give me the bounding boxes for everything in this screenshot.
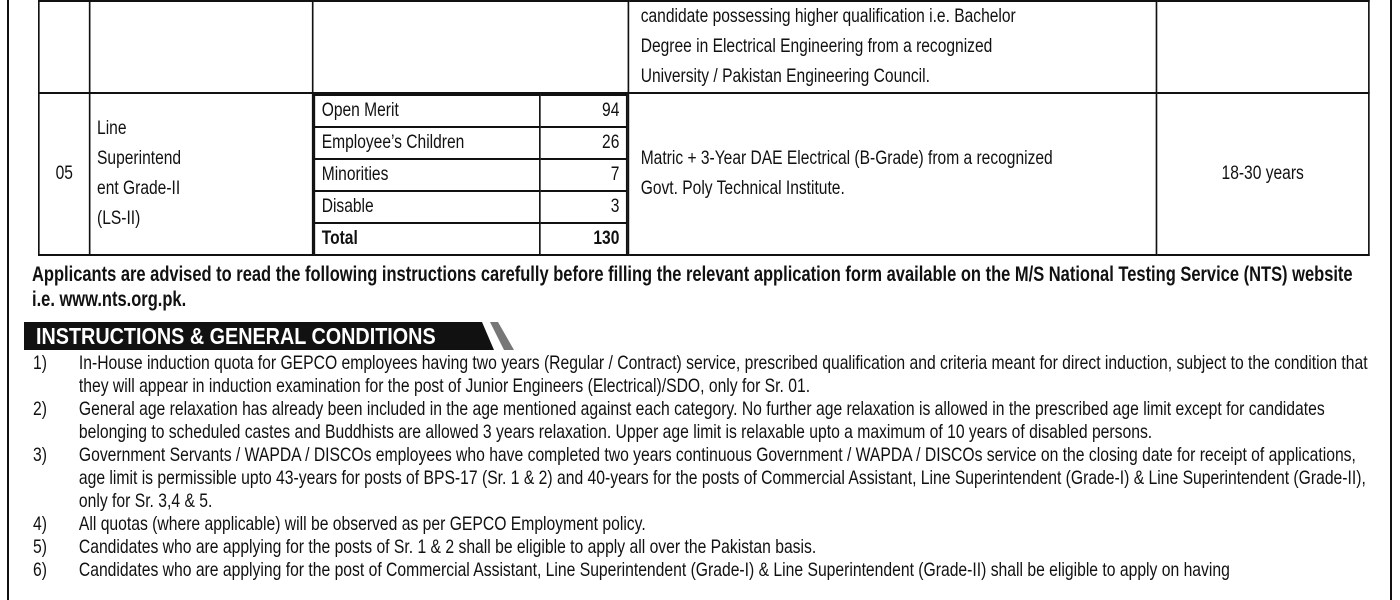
instruction-item bbox=[33, 444, 1377, 513]
qualification-line: Govt. Poly Technical Institute. bbox=[640, 178, 845, 199]
post-cell bbox=[90, 1, 313, 93]
qualification-line: candidate possessing higher qualification i.e. Bachelor bbox=[640, 6, 1016, 27]
quota-row-employees-children bbox=[314, 127, 626, 159]
section-heading: INSTRUCTIONS & GENERAL CONDITIONS bbox=[36, 323, 436, 349]
post-line: ent Grade-II bbox=[97, 178, 181, 199]
banner-stripe bbox=[490, 322, 514, 350]
quota-total-label: Total bbox=[314, 223, 539, 254]
quota-value: 94 bbox=[540, 95, 627, 127]
instruction-text: In-House induction quota for GEPCO employees having two years (Regular / Contract) service, prescribed qualification and criteria meant for direct induction, subject to the condition that they will appear in induction examination for the post of Junior Engineers (Electrical)/SDO, only for Sr. 01. bbox=[78, 352, 1368, 397]
quota-total-value: 130 bbox=[540, 223, 627, 254]
post-line: Superintend bbox=[97, 148, 182, 169]
instruction-text: Candidates who are applying for the post of Commercial Assistant, Line Superintendent (Grade-I) & Line Superintendent (Grade-II) shall be eligible to apply on having bbox=[78, 559, 1230, 581]
instruction-item bbox=[33, 559, 1377, 582]
section-heading-banner bbox=[24, 322, 514, 350]
instruction-item bbox=[33, 536, 1377, 559]
qualification-cell bbox=[628, 1, 1156, 93]
advice-text: Applicants are advised to read the following instructions carefully before filling the relevant application form available on the M/S National Testing Service (NTS) website i.e. www.nts.org.pk. bbox=[32, 263, 1353, 311]
quota-label: Employee’s Children bbox=[314, 127, 539, 159]
qualification-line: Degree in Electrical Engineering from a recognized bbox=[640, 36, 993, 57]
quota-label: Minorities bbox=[314, 159, 539, 191]
qualification-line: University / Pakistan Engineering Council. bbox=[640, 66, 930, 87]
instruction-number: 5) bbox=[33, 536, 47, 558]
age-cell bbox=[1156, 1, 1368, 93]
quota-row-minorities bbox=[314, 159, 626, 191]
instruction-text: Government Servants / WAPDA / DISCOs employees who have completed two years continuous Government / WAPDA / DISCOs service on the closing date for receipt of applications, age limit is permissible upto 43-years for posts of BPS-17 (Sr. 1 & 2) and 40-years for the posts of Commercial Assistant, Line Superintendent (Grade-I) & Line Superintendent (Grade-II), only for Sr. 3,4 & 5. bbox=[78, 444, 1366, 512]
instruction-text: General age relaxation has already been included in the age mentioned against each category. No further age relaxation is allowed in the prescribed age limit except for candidates belonging to scheduled castes and Buddhists are allowed 3 years relaxation. Upper age limit is relaxable upto a maximum of 10 years of disabled persons. bbox=[78, 398, 1325, 443]
quota-label: Open Merit bbox=[314, 95, 539, 127]
post-line: (LS-II) bbox=[97, 208, 141, 229]
jobs-table bbox=[38, 0, 1370, 256]
quota-breakdown bbox=[313, 93, 629, 255]
instruction-number: 4) bbox=[33, 513, 47, 535]
instruction-text: All quotas (where applicable) will be observed as per GEPCO Employment policy. bbox=[78, 513, 646, 535]
post-name bbox=[90, 93, 313, 255]
instruction-item bbox=[33, 352, 1377, 398]
instructions-list bbox=[33, 352, 1377, 582]
quota-label: Disable bbox=[314, 191, 539, 223]
quota-value: 7 bbox=[540, 159, 627, 191]
sr-cell bbox=[39, 1, 90, 93]
quota-cell bbox=[313, 1, 629, 93]
instruction-number: 2) bbox=[33, 398, 47, 420]
instruction-number: 1) bbox=[33, 352, 47, 374]
qualification-cell bbox=[628, 93, 1156, 255]
quota-value: 26 bbox=[540, 127, 627, 159]
qualification-line: Matric + 3-Year DAE Electrical (B-Grade) from a recognized bbox=[640, 148, 1053, 169]
quota-value: 3 bbox=[540, 191, 627, 223]
table-row-continued bbox=[39, 1, 1369, 93]
page-border-right bbox=[1390, 0, 1392, 600]
sr-no: 05 bbox=[39, 93, 90, 255]
instruction-item bbox=[33, 513, 1377, 536]
instruction-number: 6) bbox=[33, 559, 47, 581]
quota-row-disable bbox=[314, 191, 626, 223]
instruction-text: Candidates who are applying for the posts of Sr. 1 & 2 shall be eligible to apply all over the Pakistan basis. bbox=[78, 536, 817, 558]
page-border-left bbox=[7, 0, 9, 600]
quota-table bbox=[314, 94, 628, 254]
quota-row-open-merit bbox=[314, 95, 626, 127]
instruction-number: 3) bbox=[33, 444, 47, 466]
table-row-05 bbox=[39, 93, 1369, 255]
age-limit: 18-30 years bbox=[1156, 93, 1368, 255]
post-line: Line bbox=[97, 118, 127, 139]
quota-row-total bbox=[314, 223, 626, 254]
instruction-item bbox=[33, 398, 1377, 444]
